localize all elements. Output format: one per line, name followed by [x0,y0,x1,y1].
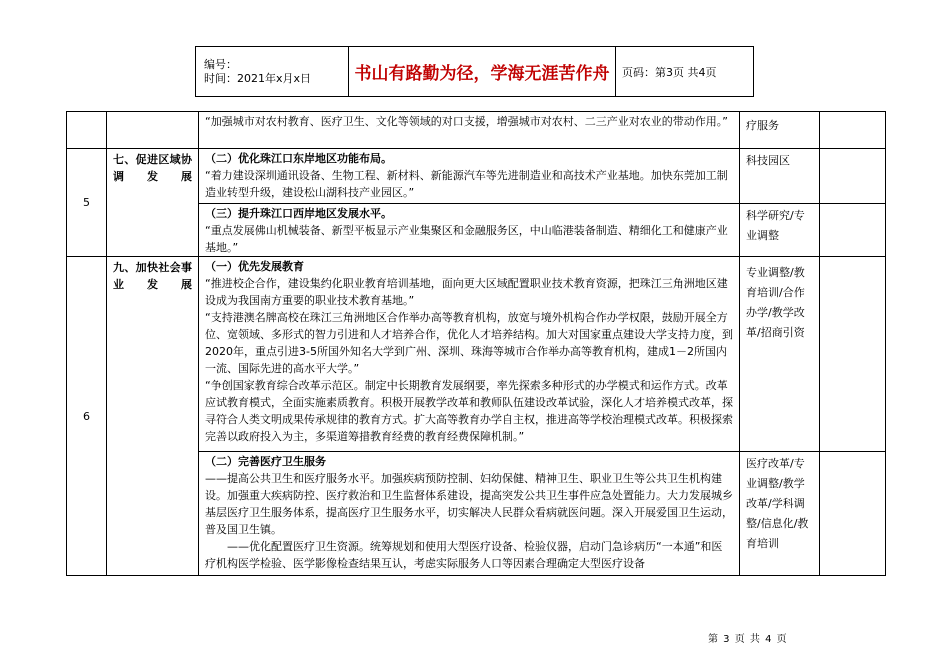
content-paragraph: “争创国家教育综合改革示范区。制定中长期教育发展纲要，率先探索多种形式的办学模式和运作方式。改革应试教育模式，全面实施素质教育。积极开展教学改革和教师队伍建设改革试验，深化人才培养模式改革，探寻符合人类文明成果传承规律的教育方式。扩大高等教育办学自主权，推进高等学校治理模式改革。积极探索完善以政府投入为主，多渠道筹措教育经费的教育经费保障机制。” [205,379,733,443]
content-paragraph: “加强城市对农村教育、医疗卫生、文化等领域的对口支援，增强城市对农村、二三产业对农业的带动作用。” [205,115,728,128]
content-cell [199,257,740,452]
page-footer: 第 3 页 共 4 页 [708,634,788,645]
tag-cell: 医疗改革/专业调整/教学改革/学科调整/信息化/教育培训 [740,452,820,576]
empty-cell [820,204,886,257]
content-paragraph: “支持港澳名牌高校在珠江三角洲地区合作举办高等教育机构，放宽与境外机构合作办学权限，鼓励开展全方位、宽领域、多形式的智力引进和人才培养合作，优化人才培养结构。加大对国家重点建设大学支持力度，到2020年，重点引进3-5所国外知名大学到广州、深圳、珠海等城市合作举办高等教育机构，建成1－2所国内一流、国际先进的高水平大学。” [205,311,733,375]
content-cell [199,112,740,149]
empty-cell [820,257,886,452]
empty-cell [820,452,886,576]
section-heading: （一）优先发展教育 [205,260,304,273]
policy-table [66,111,886,576]
content-paragraph: “重点发展佛山机械装备、新型平板显示产业集聚区和金融服务区，中山临港装备制造、精细化工和健康产业基地。” [205,224,728,254]
tag-cell: 专业调整/教育培训/合作办学/教学改革/招商引资 [740,257,820,452]
content-cell [199,149,740,204]
section-heading: （二）优化珠江口东岸地区功能布局。 [205,152,392,165]
table-row [67,257,886,452]
content-paragraph: “着力建设深圳通讯设备、生物工程、新材料、新能源汽车等先进制造业和高技术产业基地。加快东莞加工制造业转型升级，建设松山湖科技产业园区。” [205,169,728,199]
content-paragraph: ——优化配置医疗卫生资源。统筹规划和使用大型医疗设备、检验仪器，启动门急诊病历“一本通”和医疗机构医学检验、医学影像检查结果互认，考虑实际服务人口等因素合理确定大型医疗设备 [205,540,723,570]
content-paragraph: “推进校企合作，建设集约化职业教育培训基地，面向更大区域配置职业技术教育资源，把珠江三角洲地区建设成为我国南方重要的职业技术教育基地。” [205,277,728,307]
num-cell [67,112,107,149]
section-heading: （二）完善医疗卫生服务 [205,455,326,468]
tag-cell: 科学研究/专业调整 [740,204,820,257]
category-label: 七、促进区域协调发展 [107,149,199,257]
row-number: 6 [67,257,107,576]
tag-cell: 疗服务 [740,112,820,149]
table-row [67,149,886,204]
table-row [67,112,886,149]
content-cell [199,452,740,576]
content-cell [199,204,740,257]
category-label: 九、加快社会事业发展 [107,257,199,576]
doc-info-cell [196,47,349,97]
empty-cell [820,149,886,204]
code-label: 编号： [204,57,237,71]
page-code: 页码：第3页 共4页 [616,47,754,97]
slogan: 书山有路勤为径，学海无涯苦作舟 [349,47,616,97]
row-number: 5 [67,149,107,257]
content-paragraph: ——提高公共卫生和医疗服务水平。加强疾病预防控制、妇幼保健、精神卫生、职业卫生等公共卫生机构建设。加强重大疾病防控、医疗救治和卫生监督体系建设，提高突发公共卫生事件应急处置能力。大力发展城乡基层医疗卫生服务体系，提高医疗卫生服务水平，切实解决人民群众看病就医问题。深入开展爱国卫生运动，普及国卫生镇。 [205,472,733,536]
page-header [195,46,754,97]
tag-cell: 科技园区 [740,149,820,204]
empty-cell [820,112,886,149]
category-cell [107,112,199,149]
time-label: 时间：2021年x月x日 [204,71,312,85]
section-heading: （三）提升珠江口西岸地区发展水平。 [205,207,392,220]
